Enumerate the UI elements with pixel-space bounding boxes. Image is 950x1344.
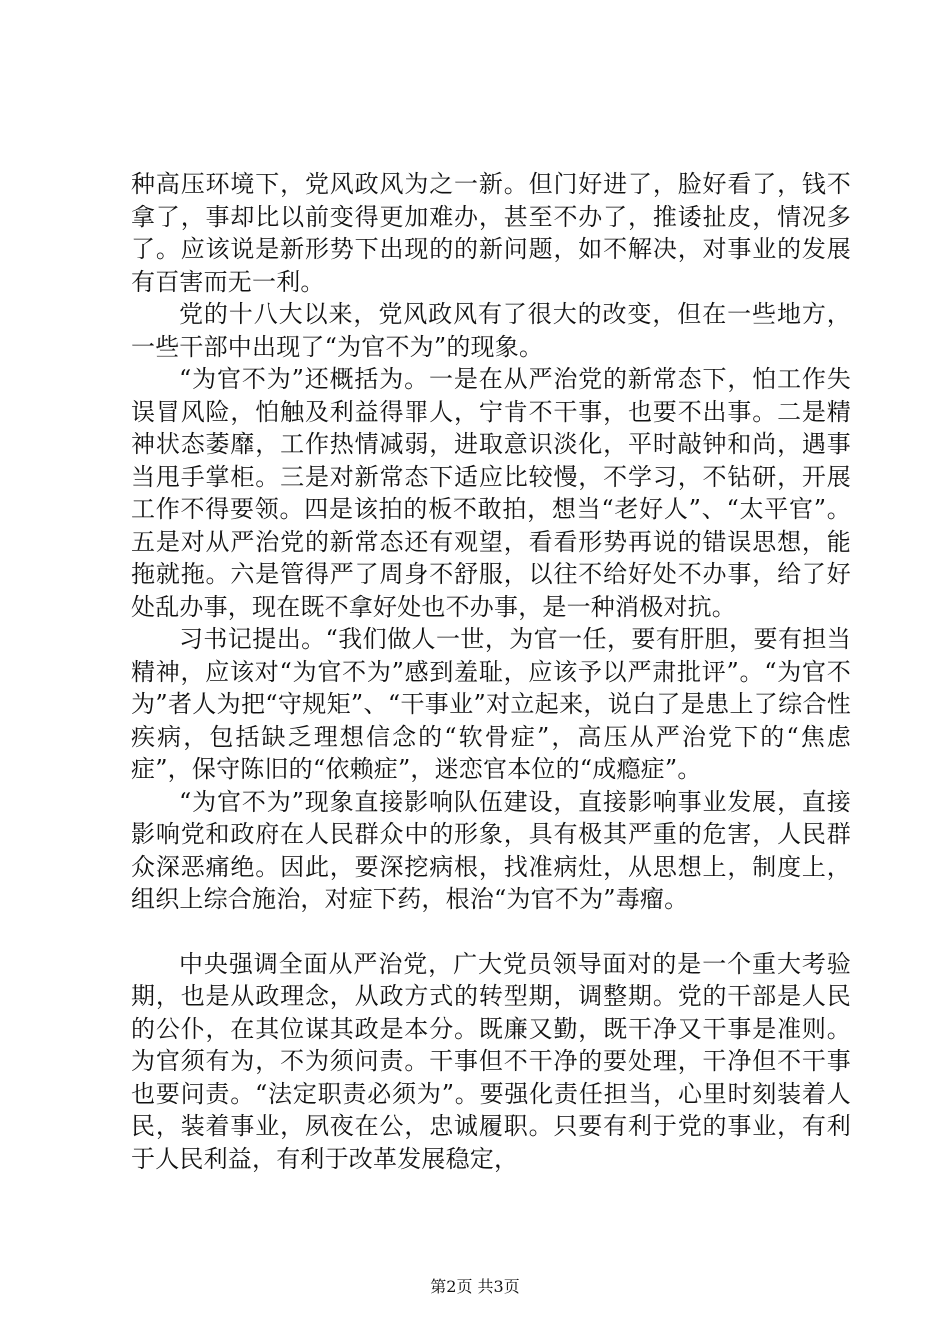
page-number-footer: 第2页 共3页	[430, 1277, 520, 1296]
paragraph: 中央强调全面从严治党，广大党员领导面对的是一个重大考验期，也是从政理念，从政方式的转型期，调整期。党的干部是人民的公仆，在其位谋其政是本分。既廉又勤，既干净又干事是准则。为官须有为，不为须问责。干事但不干净的要处理，干净但不干事也要问责。“法定职责必须为”。要强化责任担当，心里时刻装着人民，装着事业，夙夜在公，忠诚履职。只要有利于党的事业，有利于人民利益，有利于改革发展稳定，	[131, 949, 851, 1173]
paragraph-continuation: 种高压环境下，党风政风为之一新。但门好进了，脸好看了，钱不拿了，事却比以前变得更加难办，甚至不办了，推诿扯皮，情况多了。应该说是新形势下出现的的新问题，如不解决，对事业的发展有百害而无一利。	[131, 170, 851, 296]
document-body	[131, 168, 851, 1175]
paragraph: 党的十八大以来，党风政风有了很大的改变，但在一些地方，一些干部中出现了“为官不为”的现象。	[131, 300, 851, 361]
paragraph-gap	[131, 916, 851, 948]
paragraph: “为官不为”现象直接影响队伍建设，直接影响事业发展，直接影响党和政府在人民群众中的形象，具有极其严重的危害，人民群众深恶痛绝。因此，要深挖病根，找准病灶，从思想上，制度上，组织上综合施治，对症下药，根治“为官不为”毒瘤。	[131, 787, 851, 913]
paragraph: 习书记提出。“我们做人一世，为官一任，要有肝胆，要有担当精神，应该对“为官不为”感到羞耻，应该予以严肃批评”。“为官不为”者人为把“守规矩”、“干事业”对立起来，说白了是患上了综合性疾病，包括缺乏理想信念的“软骨症”，高压从严治党下的“焦虑症”，保守陈旧的“依赖症”，迷恋官本位的“成瘾症”。	[131, 625, 851, 783]
paragraph: “为官不为”还概括为。一是在从严治党的新常态下，怕工作失误冒风险，怕触及利益得罪人，宁肯不干事，也要不出事。二是精神状态萎靡，工作热情减弱，进取意识淡化，平时敲钟和尚，遇事当甩手掌柜。三是对新常态下适应比较慢，不学习，不钻研，开展工作不得要领。四是该拍的板不敢拍，想当“老好人”、“太平官”。五是对从严治党的新常态还有观望，看看形势再说的错误思想，能拖就拖。六是管得严了周身不舒服，以往不给好处不办事，给了好处乱办事，现在既不拿好处也不办事，是一种消极对抗。	[131, 365, 851, 621]
